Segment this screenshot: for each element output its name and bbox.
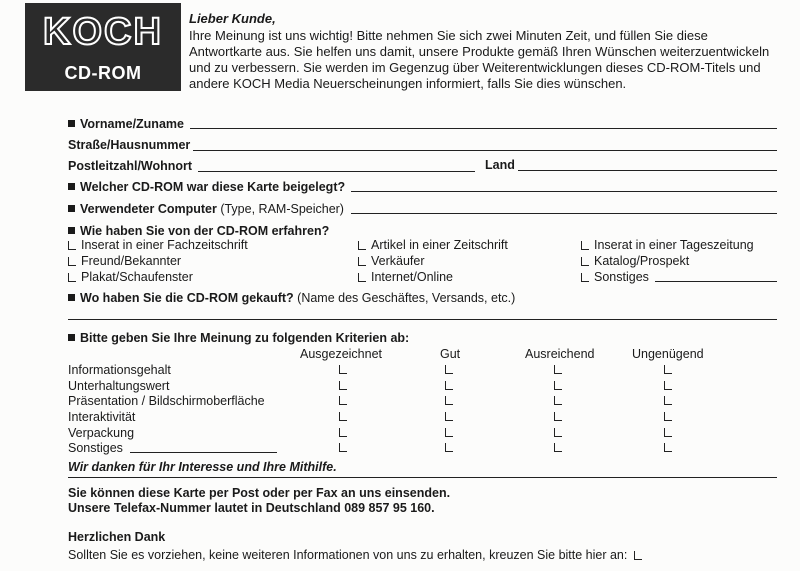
rating-checkbox-icon[interactable] [339,396,347,405]
rating-checkbox-icon[interactable] [339,443,347,452]
name-field[interactable] [190,128,777,129]
greeting: Lieber Kunde, [189,11,276,26]
rating-other-field[interactable] [130,452,277,453]
purchase-question: Wo haben Sie die CD-ROM gekauft? (Name des Geschäftes, Versands, etc.) [68,291,515,305]
rating-col-sufficient: Ausreichend [525,347,595,361]
rating-checkbox-icon[interactable] [554,381,562,390]
which-cdrom-label: Welcher CD-ROM war diese Karte beigelegt? [68,180,345,194]
rating-checkbox-icon[interactable] [664,428,672,437]
rating-checkbox-icon[interactable] [339,365,347,374]
rating-checkbox-icon[interactable] [664,365,672,374]
purchase-field[interactable] [68,319,777,320]
send-info-line1: Sie können diese Karte per Post oder per Fax an uns einsenden. [68,486,451,500]
bullet-square-icon [68,183,75,190]
rating-checkbox-icon[interactable] [554,412,562,421]
checkbox-icon[interactable] [581,241,589,250]
street-field[interactable] [193,150,777,151]
intro-line: Antwortkarte aus. Sie helfen uns damit, unsere Produkte gemäß Ihren Wünschen weiterzuentwickeln [189,44,770,59]
rating-checkbox-icon[interactable] [554,365,562,374]
computer-hint: (Type, RAM-Speicher) [220,202,344,216]
rating-checkbox-icon[interactable] [664,412,672,421]
send-info-line2: Unsere Telefax-Nummer lautet in Deutschland 089 857 95 160. [68,501,435,515]
zip-city-field[interactable] [198,171,475,172]
country-label: Land [485,158,515,172]
rating-checkbox-icon[interactable] [554,443,562,452]
source-option[interactable]: Inserat in einer Fachzeitschrift [68,238,248,252]
intro-line: und zu verbessern. Sie werden im Gegenzug über Weiterentwicklungen dieses CD-ROM-Titels und [189,60,761,75]
bullet-square-icon [68,120,75,127]
rating-col-insufficient: Ungenügend [632,347,704,361]
rating-row-label: Unterhaltungswert [68,379,170,393]
zip-city-label: Postleitzahl/Wohnort [68,159,193,173]
rating-checkbox-icon[interactable] [664,443,672,452]
rating-col-good: Gut [440,347,461,361]
thanks-text: Wir danken für Ihr Interesse und Ihre Mithilfe. [68,460,337,474]
checkbox-icon[interactable] [68,273,76,282]
source-option[interactable]: Plakat/Schaufenster [68,270,193,284]
checkbox-icon[interactable] [581,257,589,266]
computer-label: Verwendeter Computer (Type, RAM-Speicher) [68,202,344,216]
checkbox-icon[interactable] [68,257,76,266]
rating-checkbox-icon[interactable] [339,428,347,437]
rating-checkbox-icon[interactable] [445,381,453,390]
bullet-square-icon [68,334,75,341]
rating-checkbox-icon[interactable] [664,396,672,405]
bullet-square-icon [68,227,75,234]
rating-checkbox-icon[interactable] [445,412,453,421]
computer-field[interactable] [351,213,777,214]
rating-question: Bitte geben Sie Ihre Meinung zu folgenden Kriterien ab: [68,331,409,345]
logo-brand: KOCH [43,11,163,53]
rating-checkbox-icon[interactable] [445,396,453,405]
rating-checkbox-icon[interactable] [445,428,453,437]
bullet-square-icon [68,205,75,212]
checkbox-icon[interactable] [358,273,366,282]
street-label: Straße/Hausnummer [68,138,191,152]
source-option[interactable]: Sonstiges [581,270,649,284]
koch-cdrom-logo [25,3,181,91]
closing-text: Herzlichen Dank [68,530,166,544]
rating-checkbox-icon[interactable] [664,381,672,390]
optout-text: Sollten Sie es vorziehen, keine weiteren Informationen von uns zu erhalten, kreuzen Sie bitte hier an: [68,548,628,562]
rating-col-excellent: Ausgezeichnet [300,347,383,361]
rating-row-label: Informationsgehalt [68,363,171,377]
source-option[interactable]: Freund/Bekannter [68,254,181,268]
rating-checkbox-icon[interactable] [339,412,347,421]
source-question: Wie haben Sie von der CD-ROM erfahren? [68,224,329,238]
rating-checkbox-icon[interactable] [339,381,347,390]
rating-row-label: Interaktivität [68,410,136,424]
optout-checkbox-icon[interactable] [634,551,642,560]
source-option[interactable]: Inserat in einer Tageszeitung [581,238,754,252]
rating-row-label: Sonstiges [68,441,123,455]
intro-line: Ihre Meinung ist uns wichtig! Bitte nehmen Sie sich zwei Minuten Zeit, und füllen Sie diese [189,28,708,43]
source-option[interactable]: Internet/Online [358,270,453,284]
intro-text [189,28,769,92]
bullet-square-icon [68,294,75,301]
logo-product: CD-ROM [64,63,142,83]
checkbox-icon[interactable] [358,257,366,266]
rating-checkbox-icon[interactable] [554,428,562,437]
rating-checkbox-icon[interactable] [554,396,562,405]
purchase-hint: (Name des Geschäftes, Versands, etc.) [297,291,516,305]
source-option[interactable]: Verkäufer [358,254,425,268]
name-label: Vorname/Zuname [68,117,184,131]
rating-checkbox-icon[interactable] [445,365,453,374]
source-other-field[interactable] [655,281,777,282]
rating-checkbox-icon[interactable] [445,443,453,452]
rating-row-label: Präsentation / Bildschirmoberfläche [68,394,265,408]
source-option[interactable]: Katalog/Prospekt [581,254,689,268]
checkbox-icon[interactable] [358,241,366,250]
checkbox-icon[interactable] [68,241,76,250]
country-field[interactable] [518,170,777,171]
which-cdrom-field[interactable] [351,191,777,192]
intro-line: andere KOCH Media Neuerscheinungen informiert, falls Sie dies wünschen. [189,76,627,91]
checkbox-icon[interactable] [581,273,589,282]
optout-line [68,548,647,562]
divider [68,477,777,478]
source-option[interactable]: Artikel in einer Zeitschrift [358,238,508,252]
rating-row-label: Verpackung [68,426,135,440]
